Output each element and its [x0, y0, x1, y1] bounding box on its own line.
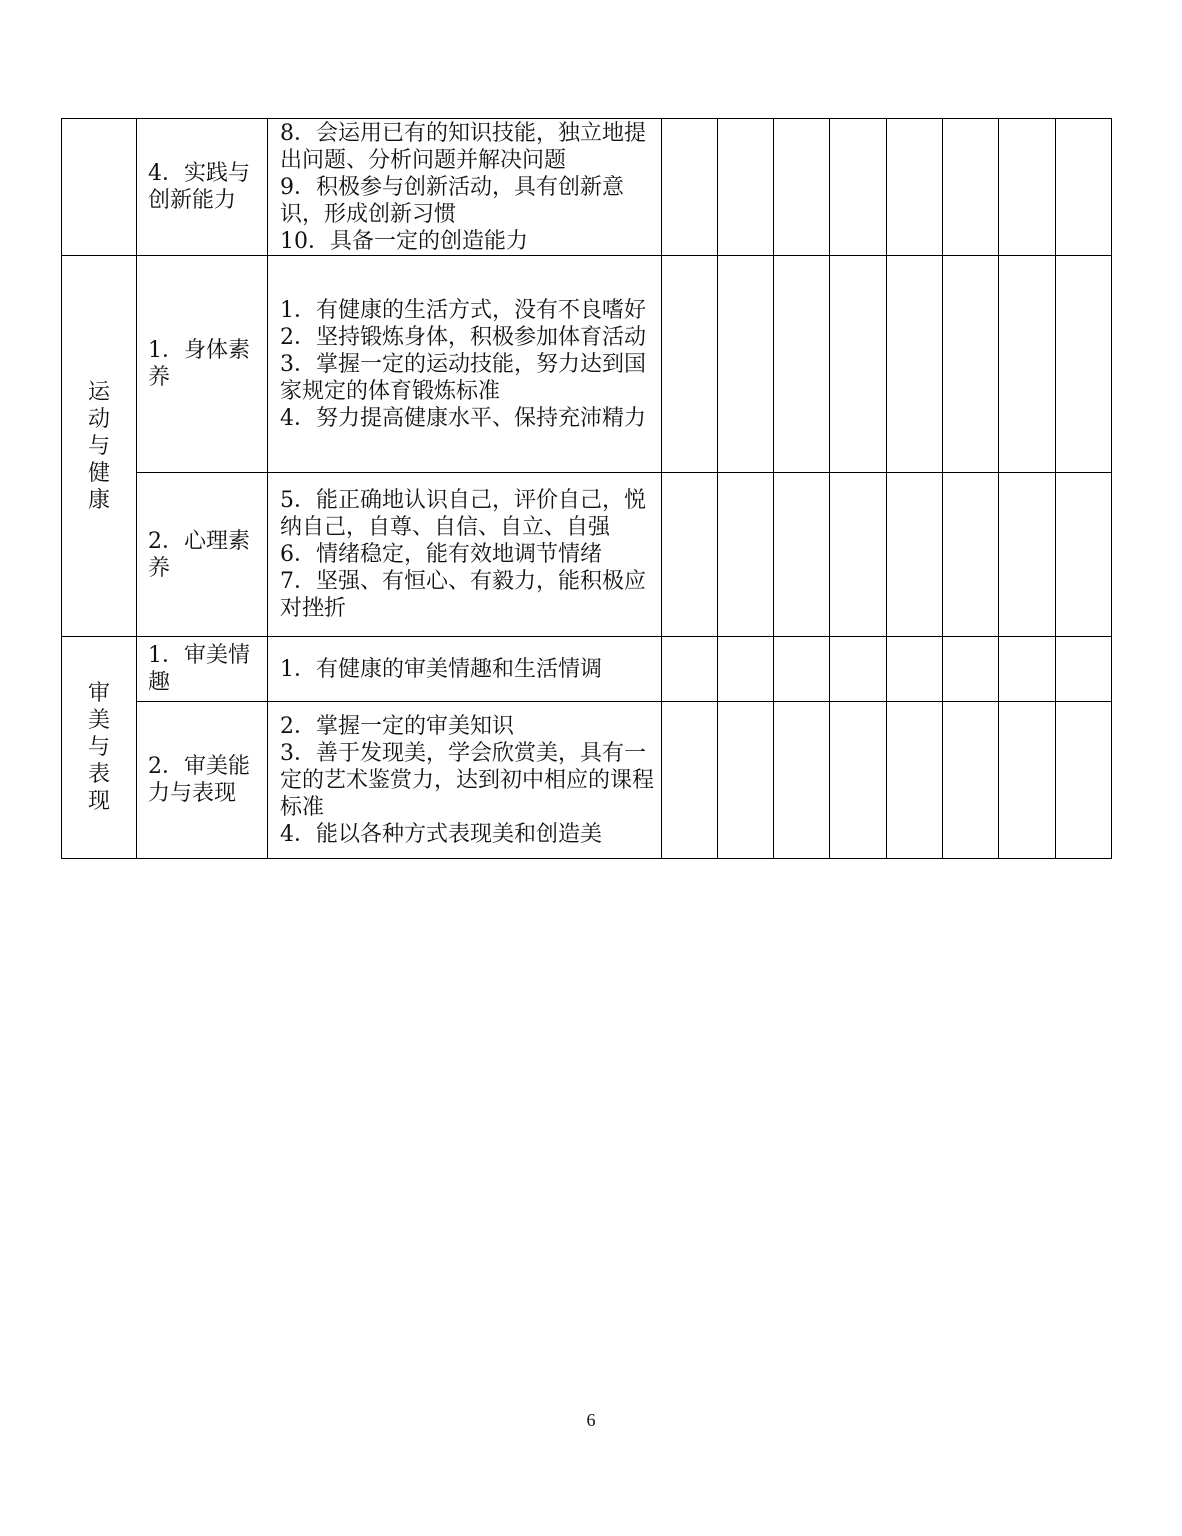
rating-cell: [662, 702, 718, 859]
rating-cell: [774, 702, 830, 859]
category-cell: [62, 256, 137, 637]
rating-cell: [774, 473, 830, 637]
rating-cell: [830, 702, 887, 859]
criteria-item: 1．有健康的生活方式，没有不良嗜好: [280, 297, 646, 323]
rating-cell: [830, 256, 887, 473]
table-row: [62, 702, 1112, 859]
rating-cell: [943, 473, 999, 637]
rating-cell: [718, 637, 774, 702]
rating-cell: [774, 119, 830, 256]
rating-cell: [830, 637, 887, 702]
table-row: [62, 637, 1112, 702]
criteria-cell: [268, 473, 662, 637]
subcategory-label: 4．实践与创新能力: [148, 161, 250, 213]
rating-cell: [999, 637, 1056, 702]
rating-cell: [999, 473, 1056, 637]
rating-cell: [887, 119, 943, 256]
rating-cell: [718, 256, 774, 473]
criteria-item: 2．掌握一定的审美知识: [280, 713, 514, 739]
criteria-cell: [268, 119, 662, 256]
rating-cell: [718, 473, 774, 637]
criteria-item: 10．具备一定的创造能力: [280, 228, 528, 254]
criteria-cell: [268, 702, 662, 859]
rating-cell: [718, 119, 774, 256]
table-row: [62, 256, 1112, 473]
criteria-cell: [268, 637, 662, 702]
criteria-item: 5．能正确地认识自己，评价自己，悦纳自己，自尊、自信、自立、自强: [280, 488, 646, 540]
rating-cell: [1056, 702, 1112, 859]
rating-cell: [662, 119, 718, 256]
subcategory-cell: [137, 702, 268, 859]
criteria-item: 6．情绪稳定，能有效地调节情绪: [280, 542, 602, 567]
subcategory-cell: [137, 256, 268, 473]
table-row: [62, 119, 1112, 256]
subcategory-label: 1．审美情趣: [148, 643, 250, 695]
criteria-item: 8．会运用已有的知识技能，独立地提出问题、分析问题并解决问题: [280, 120, 646, 173]
criteria-item: 1．有健康的审美情趣和生活情调: [280, 656, 602, 682]
rating-cell: [662, 256, 718, 473]
rating-cell: [999, 256, 1056, 473]
rating-cell: [1056, 119, 1112, 256]
rating-cell: [1056, 637, 1112, 702]
subcategory-label: 1．身体素养: [148, 338, 250, 390]
rating-cell: [943, 702, 999, 859]
evaluation-table: [61, 118, 1112, 859]
rating-cell: [943, 119, 999, 256]
rating-cell: [1056, 256, 1112, 473]
rating-cell: [887, 256, 943, 473]
criteria-item: 4．努力提高健康水平、保持充沛精力: [280, 405, 646, 431]
rating-cell: [662, 637, 718, 702]
rating-cell: [887, 702, 943, 859]
criteria-item: 9．积极参与创新活动，具有创新意识，形成创新习惯: [280, 174, 624, 227]
rating-cell: [718, 702, 774, 859]
rating-cell: [662, 473, 718, 637]
category-label: 审美与表现: [87, 681, 110, 814]
category-label: 运动与健康: [87, 379, 110, 513]
rating-cell: [1056, 473, 1112, 637]
criteria-item: 7．坚强、有恒心、有毅力，能积极应对挫折: [280, 569, 646, 621]
rating-cell: [999, 119, 1056, 256]
subcategory-cell: [137, 119, 268, 256]
rating-cell: [887, 637, 943, 702]
subcategory-label: 2．审美能力与表现: [148, 754, 250, 806]
rating-cell: [999, 702, 1056, 859]
rating-cell: [774, 256, 830, 473]
criteria-item: 3．善于发现美，学会欣赏美，具有一定的艺术鉴赏力，达到初中相应的课程标准: [280, 740, 655, 820]
rating-cell: [943, 256, 999, 473]
rating-cell: [774, 637, 830, 702]
rating-cell: [887, 473, 943, 637]
category-cell: [62, 119, 137, 256]
subcategory-cell: [137, 637, 268, 702]
rating-cell: [830, 473, 887, 637]
criteria-item: 2．坚持锻炼身体，积极参加体育活动: [280, 324, 646, 350]
category-cell: [62, 637, 137, 859]
criteria-item: 4．能以各种方式表现美和创造美: [280, 821, 602, 847]
subcategory-label: 2．心理素养: [148, 528, 250, 581]
criteria-cell: [268, 256, 662, 473]
subcategory-cell: [137, 473, 268, 637]
page-number: 6: [586, 1410, 596, 1430]
rating-cell: [830, 119, 887, 256]
criteria-item: 3．掌握一定的运动技能，努力达到国家规定的体育锻炼标准: [280, 351, 646, 404]
table-row: [62, 473, 1112, 637]
rating-cell: [943, 637, 999, 702]
